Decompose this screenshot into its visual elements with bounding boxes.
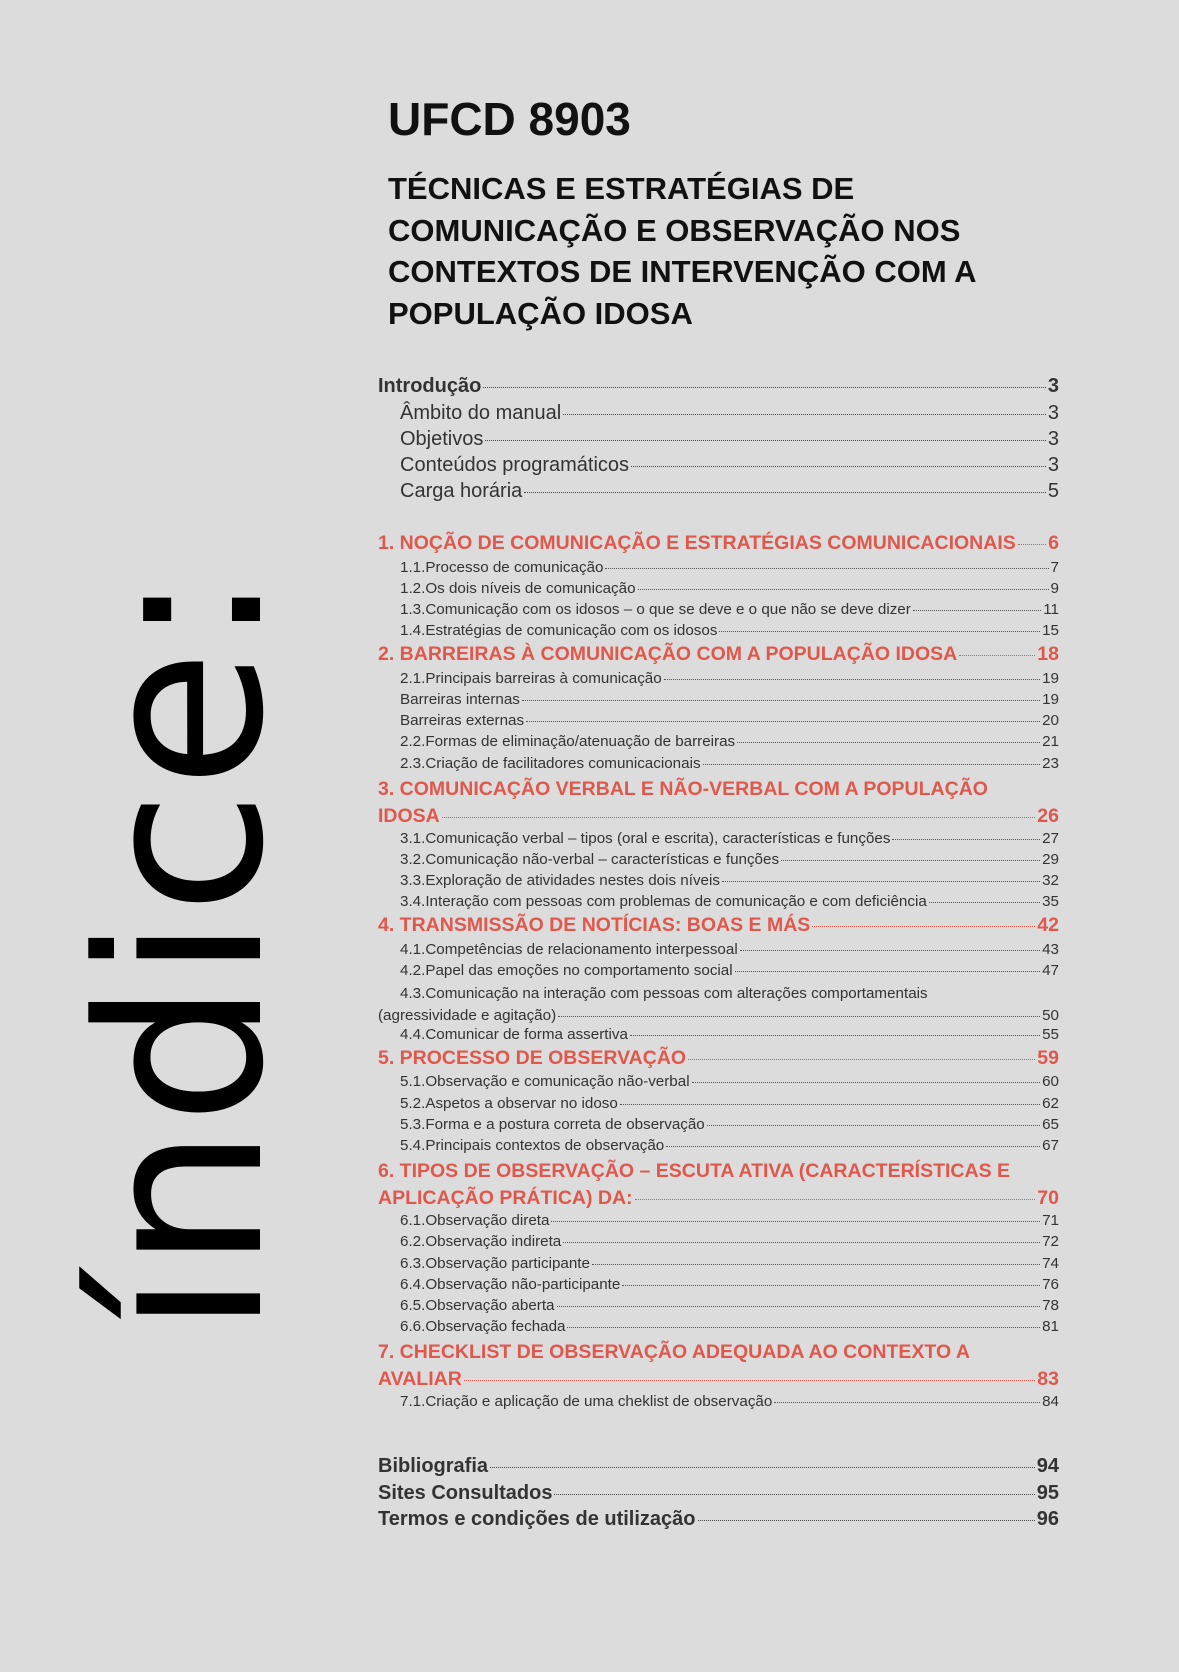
document-heading: TÉCNICAS E ESTRATÉGIAS DE COMUNICAÇÃO E OBSERVAÇÃO NOS CONTEXTOS DE INTERVENÇÃO COM A POPULAÇÃO IDOSA — [388, 171, 976, 331]
toc-entry[interactable]: 6.5.Observação aberta 78 — [400, 1296, 1059, 1314]
toc-entry[interactable]: 5.2.Aspetos a observar no idoso 62 — [400, 1094, 1059, 1112]
toc-entry[interactable]: 4.4.Comunicar de forma assertiva 55 — [400, 1025, 1059, 1043]
toc-entry[interactable]: 2.3.Criação de facilitadores comunicacionais 23 — [400, 754, 1059, 772]
toc-entry[interactable]: Sites Consultados 95 — [378, 1481, 1059, 1504]
toc-entry[interactable]: 3.4.Interação com pessoas com problemas de comunicação e com deficiência 35 — [400, 893, 1059, 911]
toc-chapter-1[interactable]: 1. NOÇÃO DE COMUNICAÇÃO E ESTRATÉGIAS COMUNICACIONAIS 6 — [378, 532, 1059, 554]
toc-chapter-6[interactable]: 6. TIPOS DE OBSERVAÇÃO – ESCUTA ATIVA (CARACTERÍSTICAS E APLICAÇÃO PRÁTICA) DA: 70 — [378, 1160, 1059, 1210]
toc-entry[interactable]: Bibliografia 94 — [378, 1455, 1059, 1477]
toc-entry[interactable]: 2.1.Principais barreiras à comunicação 19 — [400, 669, 1059, 687]
toc-entry[interactable]: 1.2.Os dois níveis de comunicação 9 — [400, 579, 1059, 597]
toc-entry[interactable]: Âmbito do manual 3 — [400, 401, 1059, 424]
toc-entry[interactable]: Introdução 3 — [378, 375, 1059, 397]
toc-entry[interactable]: Objetivos 3 — [400, 427, 1059, 450]
toc-entry[interactable]: Conteúdos programáticos 3 — [400, 454, 1059, 477]
toc-entry[interactable]: 6.2.Observação indireta 72 — [400, 1233, 1059, 1251]
side-title: índice: — [51, 569, 314, 1335]
toc-entry[interactable]: 5.4.Principais contextos de observação 67 — [400, 1136, 1059, 1154]
toc-entry[interactable]: Carga horária 5 — [400, 480, 1059, 503]
toc-chapter-7[interactable]: 7. CHECKLIST DE OBSERVAÇÃO ADEQUADA AO CONTEXTO A AVALIAR 83 — [378, 1341, 1059, 1391]
toc-entry[interactable]: 1.3.Comunicação com os idosos – o que se deve e o que não se deve dizer 11 — [400, 600, 1059, 618]
toc-intro — [378, 375, 1059, 507]
toc-entry[interactable]: 3.2.Comunicação não-verbal – características e funções 29 — [400, 850, 1059, 868]
toc-entry[interactable]: Barreiras externas 20 — [400, 712, 1059, 730]
toc-entry[interactable]: Termos e condições de utilização 96 — [378, 1508, 1059, 1530]
course-code: UFCD 8903 — [388, 93, 631, 145]
toc-entry[interactable]: 6.1.Observação direta 71 — [400, 1212, 1059, 1230]
toc-entry[interactable]: 4.3.Comunicação na interação com pessoas com alterações comportamentais (agressividade e agitação) 50 — [378, 985, 1059, 1024]
toc-entry[interactable]: 1.1.Processo de comunicação 7 — [400, 558, 1059, 576]
toc-entry[interactable]: 4.2.Papel das emoções no comportamento social 47 — [400, 962, 1059, 980]
toc-entry[interactable]: 6.3.Observação participante 74 — [400, 1254, 1059, 1272]
toc-chapter-3[interactable]: 3. COMUNICAÇÃO VERBAL E NÃO-VERBAL COM A POPULAÇÃO IDOSA 26 — [378, 777, 1059, 827]
toc-entry[interactable]: 3.1.Comunicação verbal – tipos (oral e escrita), características e funções 27 — [400, 829, 1059, 847]
toc-chapter-2[interactable]: 2. BARREIRAS À COMUNICAÇÃO COM A POPULAÇÃO IDOSA 18 — [378, 643, 1059, 666]
toc-entry[interactable]: 6.4.Observação não-participante 76 — [400, 1275, 1059, 1293]
toc-entry[interactable]: 5.1.Observação e comunicação não-verbal 60 — [400, 1073, 1059, 1091]
toc-back-matter — [378, 1455, 1059, 1535]
toc-chapter-5[interactable]: 5. PROCESSO DE OBSERVAÇÃO 59 — [378, 1046, 1059, 1069]
toc-entry[interactable]: 2.2.Formas de eliminação/atenuação de barreiras 21 — [400, 733, 1059, 751]
toc-entry[interactable]: 3.3.Exploração de atividades nestes dois níveis 32 — [400, 872, 1059, 890]
toc-entry[interactable]: 7.1.Criação e aplicação de uma cheklist de observação 84 — [400, 1393, 1059, 1411]
toc-entry[interactable]: 6.6.Observação fechada 81 — [400, 1318, 1059, 1336]
toc-entry[interactable]: 4.1.Competências de relacionamento interpessoal 43 — [400, 940, 1059, 958]
toc-entry[interactable]: 5.3.Forma e a postura correta de observação 65 — [400, 1115, 1059, 1133]
toc-entry[interactable]: Barreiras internas 19 — [400, 690, 1059, 708]
toc-entry[interactable]: 1.4.Estratégias de comunicação com os idosos 15 — [400, 622, 1059, 640]
toc-chapter-4[interactable]: 4. TRANSMISSÃO DE NOTÍCIAS: BOAS E MÁS 42 — [378, 914, 1059, 937]
toc-chapters — [378, 532, 1059, 1414]
